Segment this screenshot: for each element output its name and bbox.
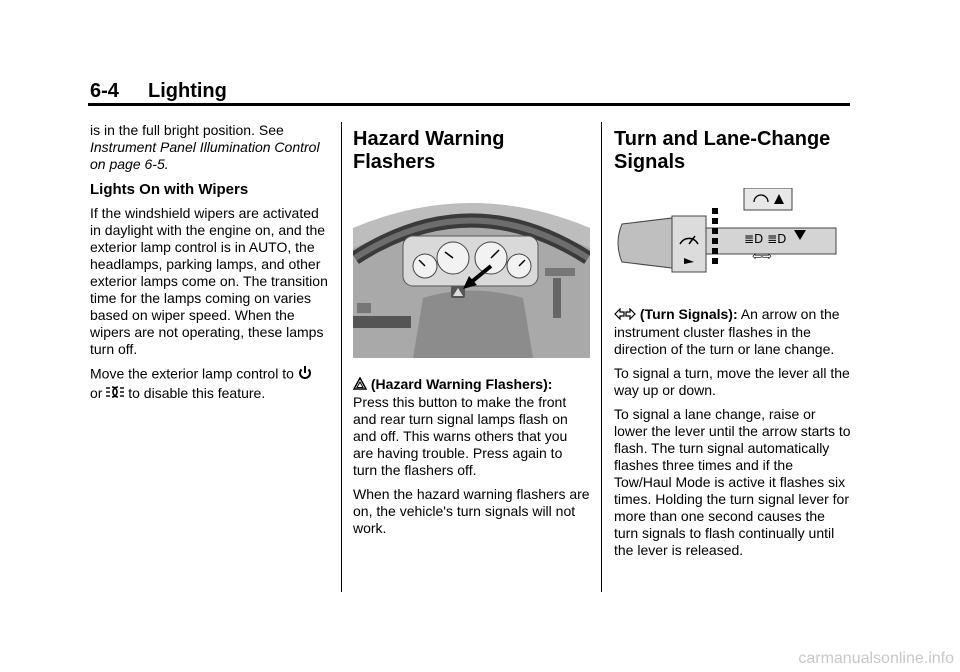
text: An arrow on the instrument cluster flashes in the direction of the turn or lane change.: [614, 306, 840, 357]
column-divider: [341, 122, 342, 592]
section-title: Lighting: [148, 80, 227, 102]
text: Press this button to make the front and rear turn signal lamps flash on and off. This warns others that you are having trouble. Press again to turn the flashers off.: [353, 393, 568, 478]
dashboard-figure: [353, 188, 590, 362]
page-number: 6-4: [90, 80, 119, 102]
turn-arrows-icon: [614, 307, 636, 324]
turn-signal-lever-illustration: [614, 188, 840, 288]
text: or: [90, 385, 103, 401]
paragraph: [90, 122, 332, 173]
column-divider: [601, 122, 602, 592]
label: (Hazard Warning Flashers):: [370, 376, 553, 392]
section-heading: Hazard Warning Flashers: [353, 128, 505, 173]
section-heading: Turn and Lane-Change Signals: [614, 128, 831, 173]
paragraph: [614, 306, 852, 358]
label: (Turn Signals):: [639, 306, 738, 322]
parking-lamp-icon: [106, 385, 124, 403]
column-1: [90, 122, 332, 410]
text: to disable this feature.: [128, 385, 266, 401]
column-3: [614, 122, 852, 566]
paragraph: To signal a turn, move the lever all the way up or down.: [614, 364, 850, 398]
svg-text:⇦⇨: ⇦⇨: [752, 249, 773, 263]
cross-reference-link[interactable]: Instrument Panel Illumination Control on page 6-5.: [90, 139, 320, 172]
paragraph: When the hazard warning flashers are on, the vehicle's turn signals will not work.: [353, 485, 590, 536]
paragraph: To signal a lane change, raise or lower the lever until the arrow starts to flash. The turn signal automatically flashes three times and if the Tow/Haul Mode is active it flashes six times. Holding the turn signal lever for more than one second causes the turn signals to flash continually until the lever is released.: [614, 405, 851, 558]
hazard-button-illustration: [353, 188, 590, 358]
page-header: [90, 80, 227, 103]
text: is in the full bright position. See: [90, 122, 284, 138]
paragraph: [90, 365, 332, 403]
svg-text:≣D ≣D: ≣D ≣D: [744, 232, 787, 246]
watermark: carmanualsonline.info: [798, 650, 954, 667]
subheading: Lights On with Wipers: [90, 181, 249, 198]
power-icon: [298, 365, 312, 385]
hazard-triangle-icon: [353, 377, 367, 394]
paragraph: If the windshield wipers are activated in daylight with the engine on, and the exterior lamp control is in AUTO, the headlamps, parking lamps, and other exterior lamps come on. The transition time for the lamps coming on varies based on wiper speed. When the wipers are not operating, these lamps turn off.: [90, 205, 328, 357]
text: Move the exterior lamp control to: [90, 365, 294, 382]
paragraph: [353, 376, 590, 479]
lever-figure: [614, 188, 852, 292]
column-2: [353, 122, 590, 544]
header-rule: [88, 103, 850, 106]
